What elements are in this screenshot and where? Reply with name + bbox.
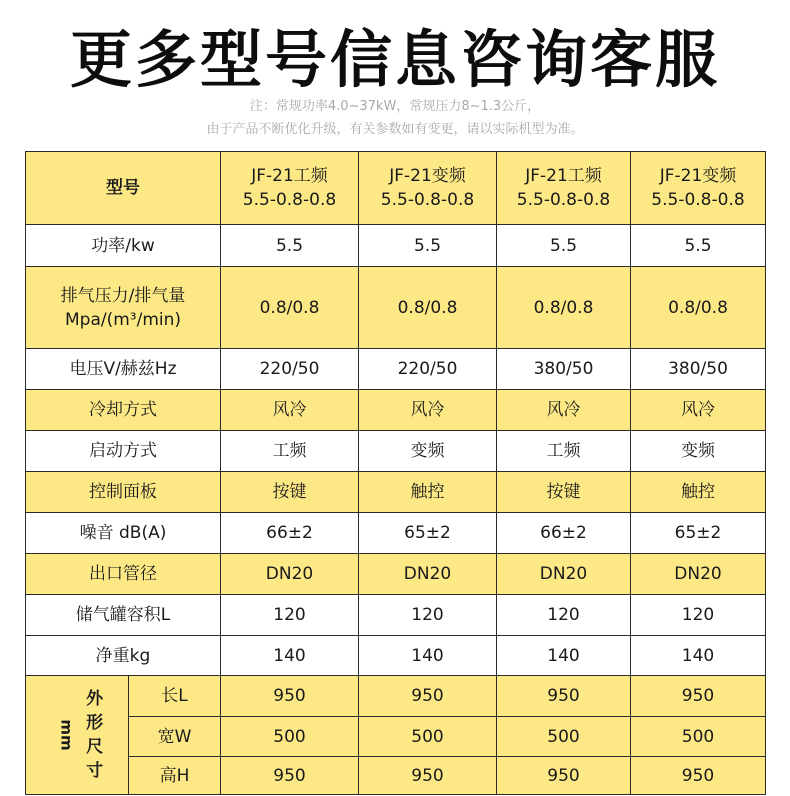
table-cell: 66±2 (497, 513, 631, 554)
table-cell: 风冷 (631, 390, 766, 431)
table-cell: 950 (221, 757, 359, 795)
model-name: JF-21变频 (659, 166, 737, 186)
table-cell: 按键 (497, 472, 631, 513)
table-row-start (26, 431, 766, 472)
table-cell: 66±2 (221, 513, 359, 554)
table-cell: 950 (631, 757, 766, 795)
spec-table (25, 151, 766, 795)
table-cell: 触控 (631, 472, 766, 513)
table-cell: 500 (221, 717, 359, 757)
model-name: JF-21变频 (389, 166, 466, 186)
model-label: 型号 (26, 152, 221, 225)
table-cell: 950 (631, 676, 766, 717)
model-cell (221, 152, 359, 225)
table-cell: 950 (359, 757, 497, 795)
row-label: 宽W (129, 717, 221, 757)
table-cell: 5.5 (631, 225, 766, 267)
table-cell: 500 (497, 717, 631, 757)
table-cell: 0.8/0.8 (359, 267, 497, 349)
row-label: 净重kg (26, 636, 221, 676)
table-cell: 65±2 (631, 513, 766, 554)
table-row-panel (26, 472, 766, 513)
table-cell: 120 (221, 595, 359, 636)
table-row-voltage (26, 349, 766, 390)
row-label: 出口管径 (26, 554, 221, 595)
table-cell: 变频 (631, 431, 766, 472)
table-cell: 风冷 (359, 390, 497, 431)
model-spec: 5.5-0.8-0.8 (651, 190, 745, 210)
table-row-noise (26, 513, 766, 554)
table-row-pressure (26, 267, 766, 349)
table-cell: 工频 (497, 431, 631, 472)
table-cell: 120 (631, 595, 766, 636)
row-label (26, 267, 221, 349)
table-cell: 0.8/0.8 (497, 267, 631, 349)
table-cell: 按键 (221, 472, 359, 513)
table-row-outlet (26, 554, 766, 595)
table-cell: 风冷 (497, 390, 631, 431)
table-row-tank (26, 595, 766, 636)
table-cell: 5.5 (221, 225, 359, 267)
table-row-cooling (26, 390, 766, 431)
dimensions-group-label (26, 676, 129, 795)
table-cell: 触控 (359, 472, 497, 513)
table-cell: DN20 (631, 554, 766, 595)
table-cell: 变频 (359, 431, 497, 472)
table-row-width (26, 717, 766, 757)
model-cell (631, 152, 766, 225)
table-cell: 120 (359, 595, 497, 636)
table-cell: 0.8/0.8 (631, 267, 766, 349)
row-label: 控制面板 (26, 472, 221, 513)
row-label-line: Mpa/(m³/min) (64, 309, 182, 330)
model-spec: 5.5-0.8-0.8 (516, 190, 611, 210)
dimensions-char: 外 (86, 689, 104, 709)
table-cell: 500 (359, 717, 497, 757)
table-row-length (26, 676, 766, 717)
table-cell: DN20 (221, 554, 359, 595)
table-row-height (26, 757, 766, 795)
table-cell: 140 (359, 636, 497, 676)
table-cell: 140 (497, 636, 631, 676)
table-cell: 140 (221, 636, 359, 676)
row-label: 电压V/赫兹Hz (26, 349, 221, 390)
table-cell: 950 (221, 676, 359, 717)
table-row-power (26, 225, 766, 267)
table-cell: DN20 (497, 554, 631, 595)
model-cell (359, 152, 497, 225)
dimensions-unit: mm (57, 719, 76, 751)
table-cell: 5.5 (497, 225, 631, 267)
page-title: 更多型号信息咨询客服 (69, 23, 720, 96)
model-name: JF-21工频 (525, 166, 602, 186)
table-cell: 380/50 (497, 349, 631, 390)
table-cell: 0.8/0.8 (221, 267, 359, 349)
model-name: JF-21工频 (251, 166, 328, 186)
table-cell: 380/50 (631, 349, 766, 390)
table-cell: 140 (631, 636, 766, 676)
row-label: 噪音 dB(A) (26, 513, 221, 554)
table-row-model (26, 152, 766, 225)
model-spec: 5.5-0.8-0.8 (380, 190, 475, 210)
row-label: 启动方式 (26, 431, 221, 472)
table-cell: 950 (497, 757, 631, 795)
table-cell: 5.5 (359, 225, 497, 267)
note-line-1: 注：常规功率4.0~37kW，常规压力8~1.3公斤， (249, 99, 541, 114)
table-row-weight (26, 636, 766, 676)
table-cell: 500 (631, 717, 766, 757)
table-cell: 风冷 (221, 390, 359, 431)
table-cell: DN20 (359, 554, 497, 595)
model-cell (497, 152, 631, 225)
row-label: 长L (129, 676, 221, 717)
table-cell: 220/50 (359, 349, 497, 390)
row-label-line: 排气压力/排气量 (60, 285, 186, 306)
table-cell: 工频 (221, 431, 359, 472)
row-label: 高H (129, 757, 221, 795)
table-cell: 220/50 (221, 349, 359, 390)
table-cell: 120 (497, 595, 631, 636)
note-line-2: 由于产品不断优化升级，有关参数如有变更，请以实际机型为准。 (206, 122, 584, 137)
dimensions-char: 形 (86, 713, 104, 733)
table-cell: 65±2 (359, 513, 497, 554)
table-cell: 950 (359, 676, 497, 717)
row-label: 冷却方式 (26, 390, 221, 431)
row-label: 储气罐容积L (26, 595, 221, 636)
dimensions-char: 寸 (86, 761, 104, 781)
model-spec: 5.5-0.8-0.8 (242, 190, 337, 210)
table-cell: 950 (497, 676, 631, 717)
dimensions-char: 尺 (86, 737, 104, 757)
row-label: 功率/kw (26, 225, 221, 267)
